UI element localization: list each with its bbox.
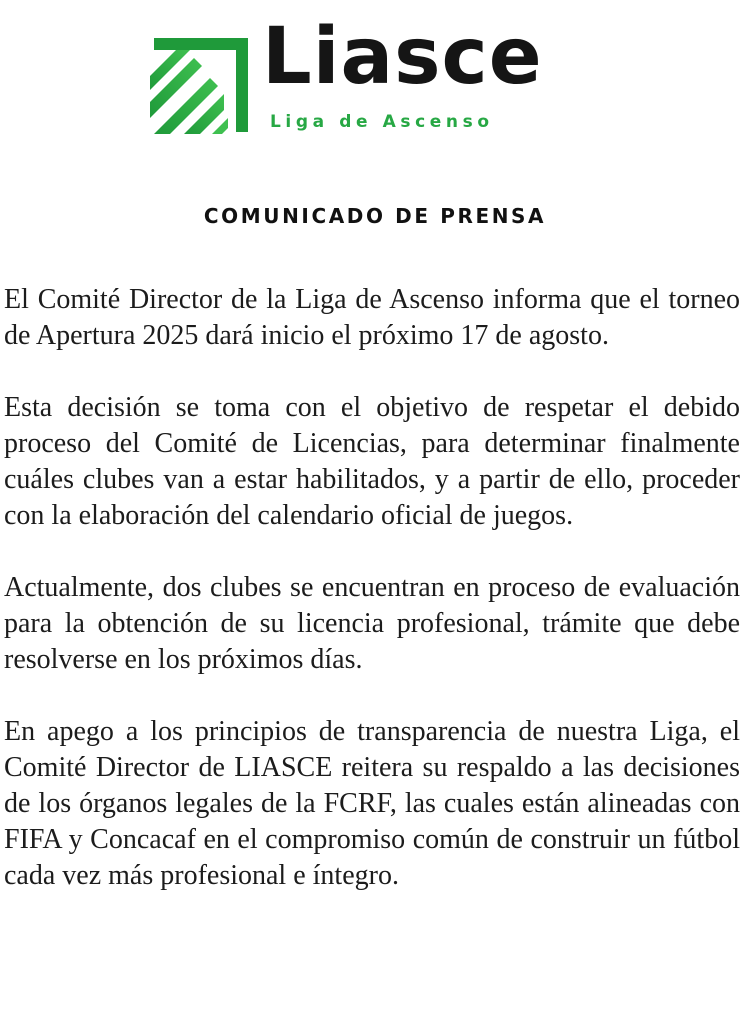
- liasce-logo: [150, 12, 550, 139]
- liasce-logo-mark-icon: [150, 36, 250, 134]
- paragraph-1: El Comité Director de la Liga de Ascenso informa que el torneo de Apertura 2025 dará inicio el próximo 17 de agosto.: [4, 284, 740, 351]
- logo-wordmark: Liasce: [262, 12, 543, 102]
- paragraph-2: Esta decisión se toma con el objetivo de respetar el debido proceso del Comité de Licencias, para determinar finalmente cuáles clubes van a estar habilitados, y a partir de ello, proceder con la elaboración del calendario oficial de juegos.: [4, 392, 740, 531]
- press-release-body: [4, 282, 740, 930]
- paragraph-4: En apego a los principios de transparencia de nuestra Liga, el Comité Director de LIASCE reitera su respaldo a las decisiones de los órganos legales de la FCRF, las cuales están alineadas con FIFA y Concacaf en el compromiso común de construir un fútbol cada vez más profesional e íntegro.: [4, 716, 740, 891]
- press-release-title: COMUNICADO DE PRENSA: [203, 204, 547, 228]
- paragraph-3: Actualmente, dos clubes se encuentran en proceso de evaluación para la obtención de su licencia profesional, trámite que debe resolverse en los próximos días.: [4, 572, 740, 675]
- logo-tagline: Liga de Ascenso: [270, 112, 494, 132]
